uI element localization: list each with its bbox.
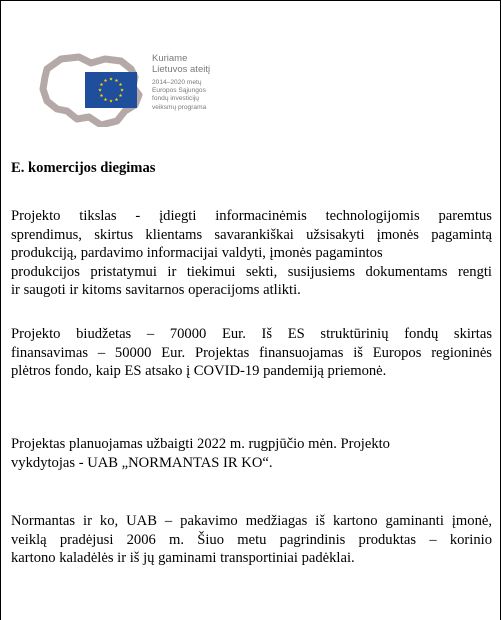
text-line: finansavimas – 50000 Eur. Projektas finansuojamas iš Europos regioninės — [11, 344, 492, 361]
text-line: sprendimus, skirtus klientams savarankiškai užsisakyti įmonės pagamintą — [11, 226, 492, 243]
text-line: Projekto biudžetas – 70000 Eur. Iš ES struktūrinių fondų skirtas — [11, 326, 492, 342]
text-line: vykdytojas - UAB „NORMANTAS IR KO“. — [11, 454, 273, 471]
logo-program-line-3: fondų investicijų — [152, 95, 199, 103]
text-line: ir saugoti ir kitoms savitarnos operacijoms atlikti. — [11, 282, 301, 298]
text-line: plėtros fondo, kaip ES atsako į COVID-19 pandemiją priemonė. — [11, 363, 387, 379]
text-line: Projektas planuojamas užbaigti 2022 m. rugpjūčio mėn. Projekto — [11, 436, 390, 452]
text-line: kartono kaladėlės ir iš jų gaminami transportiniai padėklai. — [11, 550, 355, 566]
text-line: produkciją, pardavimo informacijai valdyti, įmonės pagamintos — [11, 245, 383, 261]
logo-program-line-2: Europos Sąjungos — [152, 87, 206, 95]
document-title: E. komercijos diegimas — [11, 160, 156, 176]
logo-slogan-line-1: Kuriame — [152, 53, 188, 64]
paragraph-company-info — [11, 512, 492, 568]
paragraph-project-timeline — [11, 435, 492, 472]
logo-program-line-4: veiksmų programa — [152, 103, 207, 111]
logo-program-line-1: 2014–2020 metų — [152, 79, 202, 86]
paragraph-project-goal — [11, 207, 492, 300]
text-line: Normantas ir ko, UAB – pakavimo medžiagas iš kartono gaminanti įmonė, — [11, 513, 492, 529]
text-line: produkcijos pristatymui ir tiekimui sekti, susijusiems dokumentams rengti — [11, 263, 492, 280]
logo-caption — [152, 53, 262, 112]
paragraph-project-budget — [11, 325, 492, 381]
text-line: veiklą pradėjusi 2006 m. Šiuo metu pagrindinis produktas – korinio — [11, 531, 492, 548]
logo-slogan-line-2: Lietuvos ateitį — [152, 64, 211, 75]
text-line: Projekto tikslas - įdiegti informacinėmis technologijomis paremtus — [11, 208, 492, 224]
